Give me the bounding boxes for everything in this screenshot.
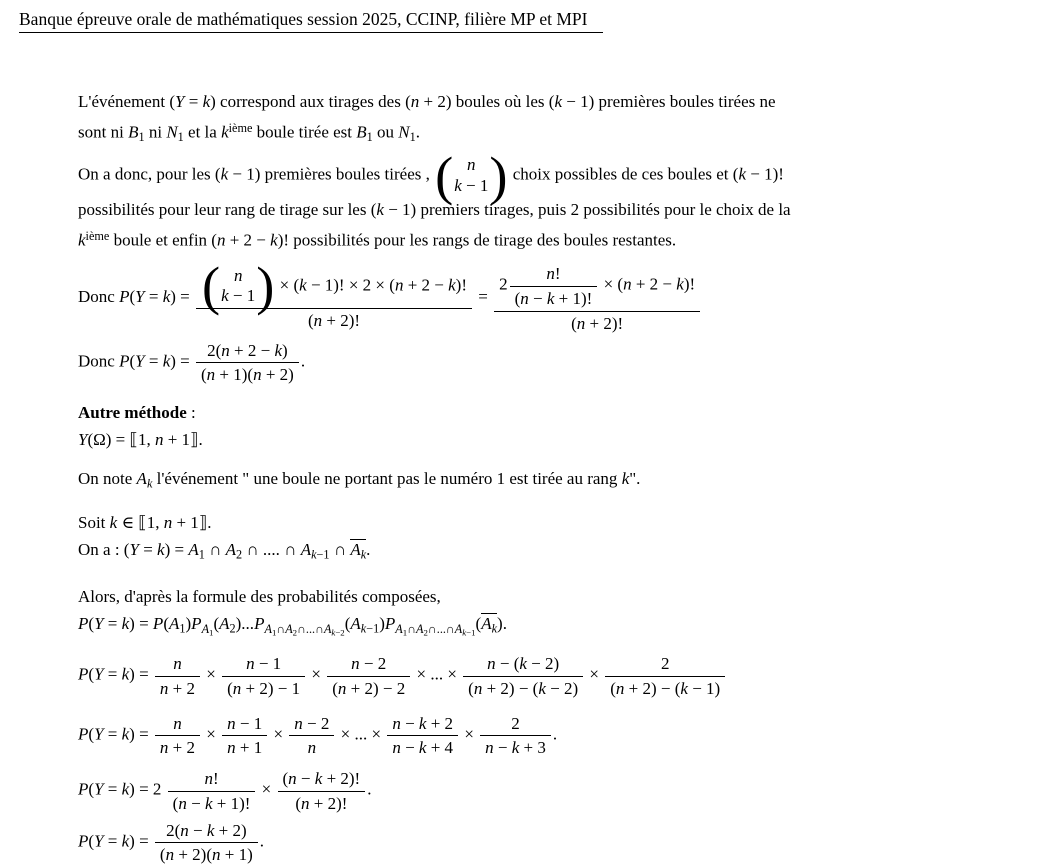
line-probability-chain: $P(Y = k) = P(A_1)P_{A_1}(A_2)...P_{A_1\cap A_2\cap...\cap A_{k-2}}(A_{k-1})P_{A_1\cap A_2\cap...\cap A_{k-1}}(A_k)$.: [78, 614, 507, 638]
equation-final-result: P(Y = k) = $\frac{2(n - k + 2)}{(n + 2)(n + 1)}$ .: [78, 819, 1040, 866]
heading-autre-methode: Autre méthode :: [78, 402, 196, 422]
equation-p-formula-full: Donc P(Y = k) = ( n k − 1 ) × (k − 1)! × 2 × (n + 2 − k)! (n + 2)! = 2 $\frac{n!}{(n - k + 1)!}$ × (n + 2 − k)! (n + 2)!: [78, 261, 1040, 335]
paragraph-counting-argument: [78, 145, 1040, 253]
equation-product-simplified: P(Y = k) = $\frac{n}{n + 2}$ × $\frac{n - 1}{n + 1}$ × $\frac{n - 2}{n}$ × ... × $\frac{n - k + 2}{n - k + 4}$ × $\frac{2}{n - k + 3}$ .: [78, 712, 1040, 760]
text-line-with-binomial: On a donc, pour les (k − 1) premières boules tirées , ( n k − 1 ) choix possibles de ces boules et (k − 1)!: [78, 145, 784, 206]
line-y-omega-range: Y(Ω) = ⟦1, n + 1⟧.: [78, 429, 203, 449]
text-line: L'événement (Y = k) correspond aux tirages des (n + 2) boules où les (k − 1) premières boules tirées ne: [78, 92, 776, 111]
paragraph-event-description: [78, 88, 1040, 151]
text-line: possibilités pour leur rang de tirage sur les (k − 1) premiers tirages, puis 2 possibilités pour le choix de la: [78, 199, 791, 219]
line-alors-formule: Alors, d'après la formule des probabilités composées,: [78, 587, 441, 607]
document-body: [78, 88, 1040, 866]
equation-p-simplified: Donc P(Y = k) = $\frac{2(n + 2 - k)}{(n + 1)(n + 2)}$ .: [78, 339, 1040, 387]
line-event-ak-definition: On note $A_k$ l'événement " une boule ne portant pas le numéro 1 est tirée au rang k".: [78, 468, 641, 491]
line-soit-k: Soit k ∈ ⟦1, n + 1⟧.: [78, 513, 212, 533]
text-line: sont ni $B_1$ ni $N_1$ et la $k^{ième}$ boule tirée est $B_1$ ou $N_1$.: [78, 121, 420, 145]
document-title: Banque épreuve orale de mathématiques session 2025, CCINP, filière MP et MPI: [19, 9, 603, 33]
equation-product-expanded: P(Y = k) = $\frac{n}{n + 2}$ × $\frac{n - 1}{(n + 2) - 1}$ × $\frac{n - 2}{(n + 2) - 2}$ × ... × $\frac{n - (k - 2)}{(n + 2) - (k - 2)}$ × $\frac{2}{(n + 2) - (k - 1)}$: [78, 652, 1040, 700]
line-event-intersection: On a : $(Y = k) = A_1$ ∩ $A_2$ ∩ .... ∩ $A_{k-1}$ ∩ $A_k$.: [78, 540, 371, 563]
text-line: $k^{ième}$ boule et enfin (n + 2 − k)! possibilités pour les rangs de tirage des boules restantes.: [78, 228, 677, 250]
equation-factorial-form: P(Y = k) = 2 $\frac{n!}{(n - k + 1)!}$ × $\frac{(n - k + 2)!}{(n + 2)!}$ .: [78, 767, 1040, 815]
